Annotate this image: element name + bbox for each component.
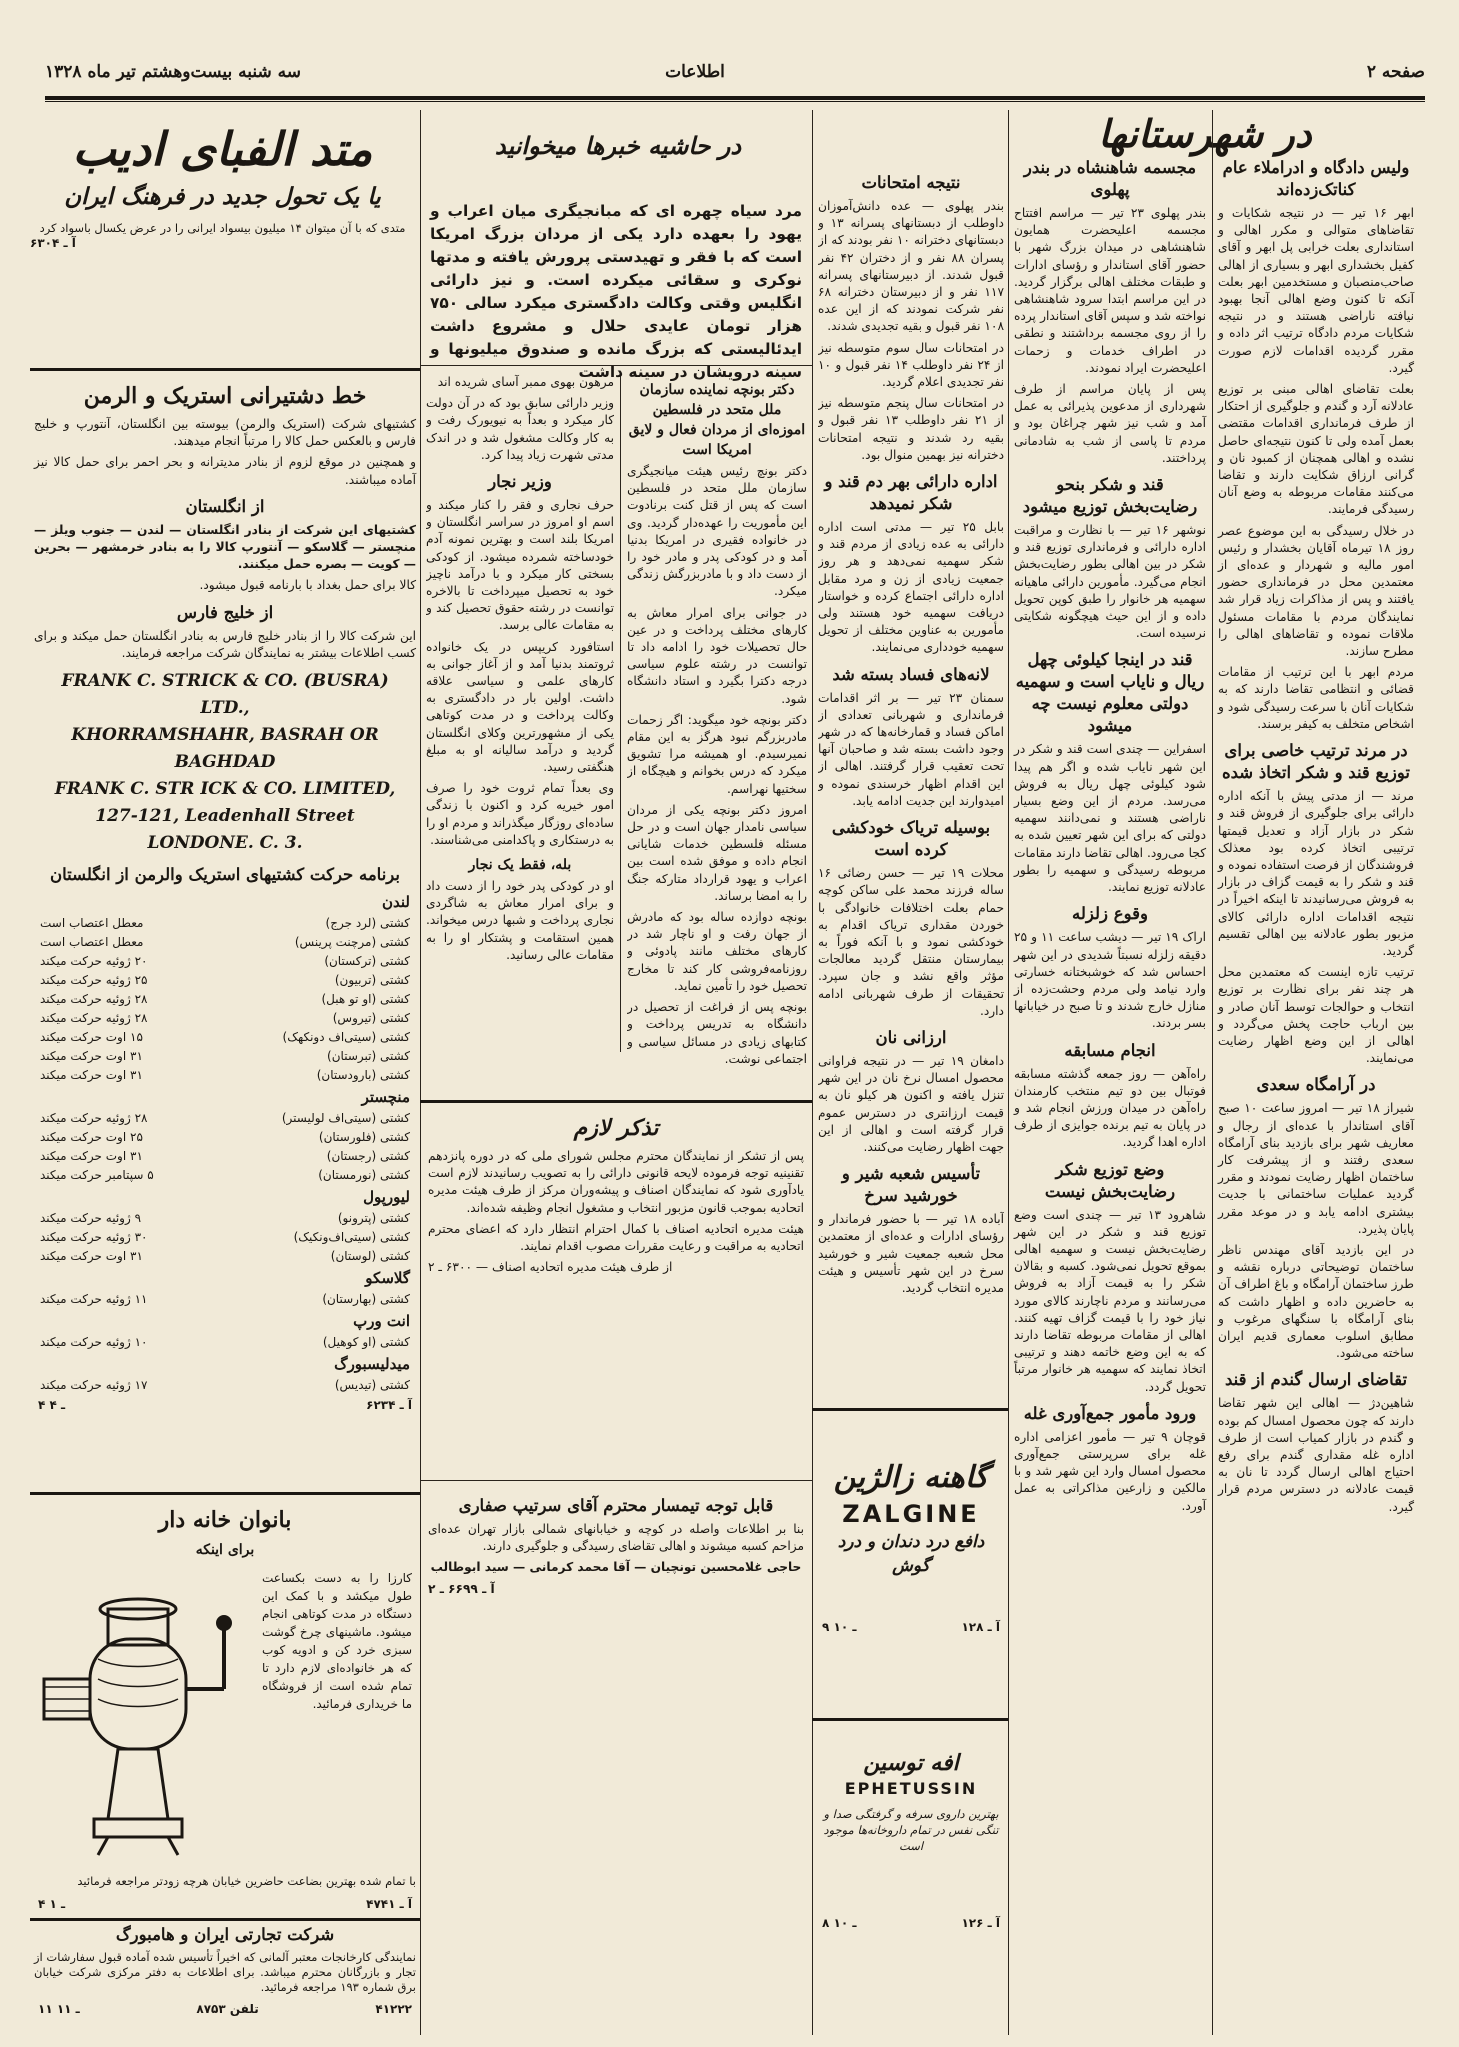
article-text: پس از پایان مراسم از طرف شهرداری از مدعوین پذیرائی به عمل آمد و شب نیز شهر چراغان بود و مردم تا پاسی از شب به شادمانی پرداختند. — [1014, 382, 1206, 465]
port-name: لندن — [382, 893, 410, 912]
schedule-title: برنامه حرکت کشتیهای استریک والرمن از انگلستان — [50, 865, 400, 885]
schedule-list — [34, 1290, 416, 1309]
ship-name: کشتی (نورمستان) — [318, 1168, 410, 1183]
schedule-row — [34, 1128, 416, 1147]
schedule-row — [34, 1333, 416, 1352]
port-name: انت ورپ — [353, 1312, 410, 1331]
ad-adib-alphabet — [30, 118, 415, 250]
ship-name: کشتی (تربیون) — [334, 973, 410, 988]
port-name: منچستر — [361, 1088, 410, 1107]
article-text: بندر پهلوی ۲۳ تیر — مراسم افتتاح مجسمه اعلیحضرت همایون شاهنشاهی در میدان بزرگ شهر با حضور آقای استاندار و رؤسای ادارات و طبقات مختلف اهالی برگزار گردید. در این مراسم ابتدا سرود شاهنشاهی نواخته شد و سپس آقای استاندار پرده را از روی مجسمه برداشتند و نطقی در اطراف خدمات و زحمات اعلیحضرت ایراد نمودند. — [1014, 206, 1206, 375]
article-text: دکتر بونچ رئیس هیئت میانجیگری سازمان ملل متحد در فلسطین است که پس از قتل کنت برنادوت این مأموریت را عهده‌دار گردید. وی در خانواده فقیری در امریکا بدنیا آمد و در کودکی پدر و مادر خود را از دست داد و با مادربزرگش زندگی میکرد. — [627, 464, 807, 599]
paper-name: اطلاعات — [665, 62, 725, 82]
code-left: ۸ ـ ۱۰ — [822, 1916, 857, 1930]
sailing-date: ۳۱ اوت حرکت میکند — [40, 1149, 143, 1164]
article-text: مرهون بهوی ممبر آسای شریده اند — [437, 375, 614, 389]
ad-housewives-body — [34, 1563, 416, 1873]
schedule-list — [34, 1376, 416, 1395]
sailing-date: ۲۰ ژوئیه حرکت میکند — [40, 954, 148, 969]
section-rule — [30, 1492, 420, 1495]
headline: قند در اینجا کیلوئی چهل ریال و نایاب است و سهمیه دولتی معلوم نیست چه میشود — [1015, 650, 1205, 736]
ad-code — [34, 1999, 416, 2020]
feature-left-column — [426, 374, 614, 1094]
article-text: ابهر ۱۶ تیر — در نتیجه شکایات و تقاضاهای متوالی و مکرر اهالی و استانداری بعلت خرابی پل ابهر و آقای کفیل بخشداری ابهر و بسیاری از اهالی صاحب‌منصبان و مستخدمین ابهر بعلت آنکه تا کنون وضع اهالی آنجا بهبود نیافته ناراضی هستند و در نتیجه شکایات مردم دادگاه ترتیب اثر داده و مقرر گردیده اقدامات لازم صورت گیرد. — [1218, 206, 1414, 375]
code-right: آ ـ ۴۷۴۱ — [366, 1897, 412, 1912]
schedule-row — [34, 1028, 416, 1047]
schedule-row — [34, 1290, 416, 1309]
section-rule — [30, 368, 420, 371]
schedule-row — [34, 990, 416, 1009]
article-text: مرند — از مدتی پیش با آنکه اداره دارائی برای جلوگیری از فروش قند و شکر در بازار آزاد و تعدیل قیمتها ترتیبی اتخاذ کرده بود معذلک فروشندگان از فرصت استفاده نموده و قند و شکر را به قیمت گزاف در بازار به فروش می‌رسانیدند تا اینکه اخیراً در نتیجه اقدامات اداره دارائی کالای مزبور بطور عادلانه بین اهالی تقسیم گردید. — [1218, 789, 1414, 958]
ship-name: کشتی (سیتی‌اف دونکهک) — [282, 1030, 410, 1045]
article-text: دامغان ۱۹ تیر — در نتیجه فراوانی محصول امسال نرخ نان در این شهر تنزل یافته و اکنون هر کیلو نان به قیمت ارزانتری در دسترس عموم قرار گرفته است و اهالی از این جهت اظهار رضایت می‌کنند. — [818, 1053, 1004, 1154]
column-2 — [1014, 150, 1206, 1519]
ad-adib-code: آ ـ ۶۳۰۴ — [30, 236, 76, 250]
zalgine-tagline: دافع درد دندان و درد گوش — [837, 1532, 985, 1576]
ad-housewives-text: کارزا را به دست بکساعت طول میکشد و با کمک این دستگاه در مدت کوتاهی انجام میشود. ماشینهای چرخ گوشت سبزی خرد کن و ادویه کوب که هر خانواده‌ای لازم دارد تا تمام شده است از فروشگاه ما خریداری فرمائید. — [262, 1571, 412, 1711]
ship-name: کشتی (تبرستان) — [327, 1049, 410, 1064]
article-text: بعلت تقاضای اهالی مبنی بر توزیع عادلانه آرد و گندم و جلوگیری از احتکار از طرف فرمانداری اقدامات مقتضی بعمل آمده ولی تا کنون نتیجه‌ای حاصل نشده و اهالی همچنان از کمبود نان و گرانی ارزاق شکایت دارند و تقاضا می‌کنند مقامات مربوطه به وضع آنان رسیدگی فرمایند. — [1218, 382, 1414, 517]
article-text: در خلال رسیدگی به این موضوع عصر روز ۱۸ تیرماه آقایان بخشدار و رئیس امور مالیه و شهردار و عده‌ای از معتمدین محل در فرمانداری حضور یافتند و پس از مذاکرات زیاد قرار شد نمایندگان مردم با مقامات مسئول ملاقات نموده و تقاضاهای اهالی را مطرح سازند. — [1218, 523, 1415, 659]
section-rule — [812, 1408, 1008, 1411]
headline: تأسیس شعبه شیر و خورشید سرخ — [841, 1164, 981, 1206]
sailing-date: ۱۰ ژوئیه حرکت میکند — [40, 1335, 148, 1350]
ship-name: کشتی (لرد جرج) — [325, 916, 410, 931]
code-left: ۹ ـ ۱۰ — [822, 1620, 857, 1634]
article-text: وی بعداً تمام ثروت خود را صرف امور خیریه کرد و اکنون با زندگی ساده‌ای روزگار میگذراند و مردم او را به درستکاری و پاکدامنی می‌شناسند. — [426, 781, 614, 847]
notice-text: پس از تشکر از نمایندگان محترم مجلس شورای ملی که در دوره پانزدهم تقنینیه توجه فرموده لایحه قانونی دارائی را به تصویب رسانیدند لازم است یادآوری شود که نمایندگان اصناف و پیشه‌وران مرکز از طرف هیئت مدیره اتحادیه بموجب قانون مزبور انتخاب و مشغول انجام وظیفه شده‌اند. — [428, 1149, 804, 1215]
ad-signature: حاجی غلامحسین تونچیان — آقا محمد کرمانی — سید ابوطالب — [430, 1560, 802, 1575]
section-rule — [420, 365, 812, 366]
address-line: LONDONE. C. 3. — [147, 833, 303, 854]
ship-name: کشتی (سیتی‌اف‌ونکیک) — [293, 1230, 410, 1245]
code-left: ۴ ـ ۱ — [38, 1897, 66, 1912]
code-left: ۴ ـ ۴ — [38, 1398, 66, 1413]
article-text: در امتحانات سال پنجم متوسطه نیز از ۲۱ نفر داوطلب ۱۳ نفر قبول و بقیه رد شدند و نتیجه امتحانات دخترانه نیز بهمین منوال بود. — [818, 396, 1004, 462]
section-rule — [420, 1100, 812, 1103]
ad-iran-hamburg-text: نمایندگی کارخانجات معتبر آلمانی که اخیراً تأسیس شده آماده قبول سفارشات از تجار و بازرگانان محترم میباشد. برای اطلاعات به دفتر مرکزی شرکت خیابان برق شماره ۱۹۳ مراجعه فرمائید. — [34, 1950, 416, 1994]
section-rule — [420, 1480, 812, 1481]
sailing-date: ۳۱ اوت حرکت میکند — [40, 1068, 143, 1083]
column-1 — [1218, 150, 1414, 1520]
headline: اداره دارائی بهر دم قند و شکر نمیدهد — [824, 472, 998, 514]
schedule-row — [34, 971, 416, 990]
article-text: شاهین‌دژ — اهالی این شهر تقاضا دارند که چون محصول امسال کم بوده و گندم در بازار کمیاب است از طرف اداره غله مقداری گندم برای رفع احتیاج اهالی ارسال گردد تا نان به قیمت عادلانه در دسترس مردم قرار گیرد. — [1218, 1396, 1414, 1514]
sailing-date: ۳۱ اوت حرکت میکند — [40, 1049, 143, 1064]
schedule-row — [34, 1147, 416, 1166]
article-text: دکتر بونچه خود میگوید: اگر زحمات مادربزرگم نبود هرگز به این مقام نمیرسیدم. او همیشه مرا تشویق میکرد که درس بخوانم و هیچگاه از سختیها نهراسم. — [627, 712, 807, 796]
meat-grinder-icon — [38, 1569, 238, 1859]
column-rule — [1212, 110, 1213, 2035]
article-text: بونچه پس از فراغت از تحصیل در دانشگاه به تدریس پرداخت و کتابهای زیادی در مسائل سیاسی و اجتماعی نوشت. — [627, 1000, 807, 1066]
sailing-date: ۵ سپتامبر حرکت میکند — [40, 1168, 154, 1183]
address-line: 127-121, Leadenhall Street — [95, 806, 355, 827]
ship-name: کشتی (سیتی‌اف لولیستر) — [281, 1111, 410, 1126]
sailing-date: ۲۵ اوت حرکت میکند — [40, 1130, 143, 1145]
schedule-list — [34, 1209, 416, 1266]
section-title-cities: در شهرستانها — [1098, 111, 1312, 156]
schedule-row — [34, 1047, 416, 1066]
column-rule — [620, 372, 621, 1052]
page-number: صفحه ۲ — [1366, 62, 1425, 82]
ephetussin-tagline: بهترین داروی سرفه و گرفتگی صدا و تنگی نفس در تمام داروخانه‌ها موجود است — [823, 1807, 999, 1853]
sailing-date: ۲۸ ژوئیه حرکت میکند — [40, 992, 148, 1007]
sailing-date: ۳۱ اوت حرکت میکند — [40, 1249, 143, 1264]
schedule-row — [34, 1066, 416, 1085]
ad-strick-text: این شرکت کالا را از بنادر خلیج فارس به بنادر انگلستان حمل میکند و برای کسب اطلاعات بیشتر به نمایندگان شرکت مراجعه فرمایند. — [34, 628, 416, 660]
sailing-date: ۲۸ ژوئیه حرکت میکند — [40, 1111, 148, 1126]
article-text: سمنان ۲۳ تیر — بر اثر اقدامات فرمانداری و شهربانی تعدادی از اماکن فساد و قمارخانه‌ها که در شهر وجود داشت بسته شد و صاحبان آنها تحت تعقیب قرار گرفتند. اهالی از این اقدام اظهار خرسندی نموده و امیدوارند این جدیت ادامه یابد. — [818, 690, 1004, 808]
article-text: بابل ۲۵ تیر — مدتی است اداره دارائی به عده زیادی از مردم قند و شکر سهمیه نمی‌دهد و هر روز جمعیت زیادی از زن و مرد مقابل اداره دارائی اجتماع کرده و خواستار دریافت سهمیه خود هستند ولی مأمورین به عناوین مختلف از تحویل سهمیه خودداری می‌نمایند. — [818, 520, 1004, 655]
feature-lead: مرد سیاه چهره ای که مبانجیگری میان اعراب و یهود را بعهده دارد یکی از مردان بزرگ امریکا است که با فقر و تهیدستی پرورش یافته و مدتها نوکری و سقائی میکرده است. و نیز دارائی انگلیس وقتی وکالت دادگستری میکرد سالی ۷۵۰ هزار تومان عایدی حلال و مشروع داشت ایدئالیستی که بزرگ مانده و صندوق میلیونها و سینه درویشان در سینه داشت — [430, 202, 802, 381]
headline: در مرند ترتیب خاصی برای توزیع قند و شکر اتخاذ شده — [1221, 741, 1411, 783]
address-line: KHORRAMSHAHR, BASRAH OR BAGHDAD — [71, 725, 379, 773]
headline: وقوع زلزله — [1072, 904, 1148, 924]
ad-text: بنا بر اطلاعات واصله در کوچه و خیابانهای شمالی بازار تهران عده‌ای مزاحم کسبه میشوند و اهالی تقاضای رسیدگی و جلوگیری دارند. — [428, 1522, 804, 1554]
article-text: شاهرود ۱۳ تیر — چندی است وضع توزیع قند و شکر در این شهر رضایت‌بخش نیست و سهمیه اهالی بموقع تحویل نمی‌شود. کسبه و بقالان شکر را به قیمت آزاد به فروش می‌رسانند و مردم ناچارند کالای مورد نیاز خود را با قیمت گزاف تهیه کنند. اهالی از مقامات مربوطه تقاضا دارند که به این وضع خاتمه دهند و ترتیبی اتخاذ نمایند که سهمیه هر خانوار مرتباً تحویل گردد. — [1014, 1207, 1206, 1394]
ship-name: کشتی (بارودستان) — [316, 1068, 410, 1083]
ad-strick-text: کشتیهای شرکت (استریک والرمن) بیوسته بین انگلستان، آنتورپ و خلیج فارس و بالعکس حمل کالا را مرتباً انجام میدهند. — [34, 417, 416, 449]
schedule-list — [34, 1333, 416, 1352]
zalgine-title-en: ZALGINE — [842, 1500, 980, 1528]
ship-name: کشتی (او کوهیل) — [322, 1335, 410, 1350]
article-text: در این بازدید آقای مهندس ناظر ساختمان توضیحاتی درباره نقشه و طرز ساختمان آرامگاه و باغ اطراف آن به حاضرین داده و اظهار داشت که بنای آرامگاه با سنگهای مرغوب و مطابق اسلوب معماری قدیم ایران ساخته می‌شود. — [1218, 1242, 1414, 1361]
feature-right-column — [627, 374, 807, 1094]
column-rule — [812, 110, 813, 2035]
code-right: آ ـ ۱۲۸ — [961, 1620, 1000, 1634]
ad-strick-text: کالا برای حمل بغداد با بارنامه قبول میشود. — [199, 578, 416, 593]
ship-name: کشتی (مرچنت پرینس) — [294, 935, 410, 950]
notice-title: تذکر لازم — [573, 1115, 659, 1141]
ad-code — [818, 1914, 1004, 1932]
ad-strick-subtitle: از انگلستان — [185, 496, 265, 516]
sailing-date: معطل اعتصاب است — [40, 916, 144, 931]
ship-name: کشتی (بهارستان) — [322, 1292, 410, 1307]
ad-housewives-title: بانوان خانه دار — [158, 1507, 292, 1533]
address-line: FRANK C. STRICK & CO. (BUSRA) LTD., — [61, 671, 389, 719]
sailing-date: ۱۵ اوت حرکت میکند — [40, 1030, 143, 1045]
ad-code — [34, 1395, 416, 1416]
ad-strick-line — [34, 376, 416, 1416]
headline: انجام مسابقه — [1064, 1040, 1156, 1060]
article-text: او در کودکی پدر خود را از دست داد و برای امرار معاش به شاگردی نجاری پرداخت و شبها درس میخواند. همین استقامت و پشتکار او را به مقامات عالی رسانید. — [426, 879, 614, 962]
schedule-row — [34, 1247, 416, 1266]
ad-strick-text: کشتیهای این شرکت از بنادر انگلستان — لندن — جنوب ویلز — منچستر — گلاسکو — آنتورپ کالا را به بنادر خرمشهر — بحرین — کویت — بصره حمل میکنند. — [34, 522, 416, 572]
subheadline: بله، فقط یک نجار — [468, 857, 572, 874]
article-text: شیراز ۱۸ تیر — امروز ساعت ۱۰ صبح آقای استاندار با عده‌ای از رجال و معاریف شهر برای بازدید بنای آرامگاه سعدی رفتند و از پیشرفت کار ساختمان اظهار رضایت نمودند و مقرر گردید عملیات ساختمانی با جدیت بیشتری ادامه یابد و در موعد مقرر پایان پذیرد. — [1218, 1101, 1414, 1236]
ad-adib-note: متدی که با آن میتوان ۱۴ میلیون بیسواد ایرانی را در عرض یکسال باسواد کرد — [39, 221, 406, 235]
ad-strick-subtitle: از خلیج فارس — [176, 602, 274, 622]
headline: تقاضای ارسال گندم از قند — [1224, 1370, 1408, 1390]
ad-adib-title: متد الفبای ادیب — [72, 122, 373, 176]
subheadline: دکتر بونچه نماینده سازمان ملل متحد در فلسطین اموزه‌ای از مردان فعال و لایق امریکا است — [628, 382, 806, 458]
issue-date: سه شنبه بیست‌وهشتم تیر ماه ۱۳۲۸ — [45, 62, 302, 82]
headline: در آرامگاه سعدی — [1256, 1075, 1376, 1095]
port-name: لیورپول — [363, 1188, 410, 1207]
zalgine-title-fa: گاهنه زالژین — [833, 1460, 989, 1495]
code-right: آ ـ ۱۲۶ — [961, 1916, 1000, 1930]
article-text: راه‌آهن — روز جمعه گذشته مسابقه فوتبال بین دو تیم منتخب کارمندان راه‌آهن در میدان ورزش انجام شد و در پایان به تیم برنده جوایزی از طرف اداره اهدا گردید. — [1014, 1066, 1206, 1150]
sailing-date: ۲۵ ژوئیه حرکت میکند — [40, 973, 148, 988]
schedule-row — [34, 1209, 416, 1228]
headline: ورود مأمور جمع‌آوری غله — [1023, 1403, 1197, 1423]
port-name: گلاسکو — [365, 1269, 410, 1288]
article-text: نوشهر ۱۶ تیر — با نظارت و مراقبت اداره دارائی و فرمانداری توزیع قند و شکر در بین اهالی بطور رضایت‌بخش انجام می‌گیرد. مأمورین دارائی ماهیانه سهمیه هر خانوار را طبق کوپن تحویل داده و از این حیث هیچگونه شکایتی نرسیده است. — [1014, 523, 1206, 641]
ship-name: کشتی (تیدیس) — [334, 1378, 410, 1393]
schedule-row — [34, 1228, 416, 1247]
subheadline: وزیر نجار — [488, 472, 552, 492]
article-text: استافورد کریپس در یک خانواده ثروتمند بدنیا آمد و از آغاز جوانی به کارهای علمی و سیاسی علاقه داشت. اولین بار در دادگستری به وکالت پرداخت و در مدت کوتاهی یکی از مشهورترین وکلای انگلستان گردید و درآمد سالیانه او به مبلغ هنگفتی رسید. — [426, 639, 614, 775]
ship-name: کشتی (رجستان) — [326, 1149, 410, 1164]
ship-name: کشتی (لوستان) — [330, 1249, 410, 1264]
code-right: آ ـ ۶۲۳۴ — [366, 1398, 412, 1413]
article-text: مردم ابهر با این ترتیب از مقامات قضائی و انتظامی تقاضا دارند که به شکایات آنان با سرعت رسیدگی شود و اشخاص متخلف به کیفر برسند. — [1218, 665, 1414, 731]
sailing-date: ۱۷ ژوئیه حرکت میکند — [40, 1378, 148, 1393]
article-text: اراک ۱۹ تیر — دیشب ساعت ۱۱ و ۲۵ دقیقه زلزله نسبتاً شدیدی در این شهر احساس شد که خوشبختانه خسارتی وارد نیامد ولی مردم وحشت‌زده از منازل خارج شدند و تا صبح در خیابانها بسر بردند. — [1014, 930, 1206, 1031]
schedule-row — [34, 1376, 416, 1395]
sailing-date: ۹ ژوئیه حرکت میکند — [40, 1211, 142, 1226]
ad-iran-hamburg-title: شرکت تجارتی ایران و هامبورگ — [115, 1925, 335, 1944]
sailing-date: ۳۰ ژوئیه حرکت میکند — [40, 1230, 148, 1245]
headline: بوسیله تریاک خودکشی کرده است — [831, 818, 991, 860]
headline: وضع توزیع شکر رضایت‌بخش نیست — [1044, 1159, 1176, 1201]
masthead-rule — [45, 96, 1425, 102]
ad-code: آ ـ ۶۶۹۹ ـ ۲ — [428, 1581, 495, 1596]
column-3 — [818, 165, 1004, 1400]
ephetussin-title-fa: افه توسین — [863, 1750, 959, 1776]
section-title-margin: در حاشیه خبرها میخوانید — [494, 131, 742, 160]
article-text: امروز دکتر بونچه یکی از مردان سیاسی نامدار جهان است و در حل مسئله فلسطین خدمات شایانی انجام داده و موفق شده است بین اعراب و یهود قرارداد متارکه جنگ را به امضا برساند. — [627, 802, 807, 903]
port-name: میدلیسبورگ — [334, 1355, 410, 1374]
column-rule — [1008, 110, 1009, 2035]
article-text: آباده ۱۸ تیر — با حضور فرماندار و رؤسای ادارات و عده‌ای از معتمدین محل شعبه جمعیت شیر و خورشید سرخ در این شهر تأسیس و هیئت مدیره انتخاب گردید. — [818, 1212, 1004, 1295]
ad-iran-hamburg — [34, 1924, 416, 2020]
ship-name: کشتی (ترکستان) — [324, 954, 410, 969]
notice-block — [428, 1108, 804, 1468]
phone-number: تلفن ۸۷۵۳ — [196, 2002, 259, 2016]
sailing-date: معطل اعتصاب است — [40, 935, 144, 950]
article-text: وزیر دارائی سابق بود که در آن دولت کار میکرد و بعداً به نیویورک رفت و به کار وکالت مشغول شد و در اندک مدتی شهرت زیاد پیدا کرد. — [426, 396, 614, 462]
ship-name: کشتی (پترونو) — [337, 1211, 410, 1226]
ship-name: کشتی (تیروس) — [332, 1011, 410, 1026]
ad-title: قابل توجه تیمسار محترم آقای سرتیپ صفاری — [458, 1496, 774, 1515]
article-text: حرف نجاری و فقر را کنار میکند و اسم او امروز در سراسر انگلستان و امریکا بلند است و بهترین نمونه آدم خودساخته شمرده میشود. از کودکی بسختی کار میکرد و با درآمد ناچیز خود به تحصیل میپرداخت تا بالاخره توانست در رشته حقوق تحصیل کند و به مقامات عالی برسد. — [426, 498, 614, 633]
schedule-row — [34, 952, 416, 971]
sailing-date: ۱۱ ژوئیه حرکت میکند — [40, 1292, 148, 1307]
code-right: ۴۱۲۲۲ — [375, 2002, 412, 2016]
code-left: ۱۱ ـ ۱۱ — [38, 2002, 80, 2016]
ad-code — [34, 1894, 416, 1915]
schedule-row — [34, 1166, 416, 1185]
schedule-row — [34, 914, 416, 933]
schedule-row — [34, 933, 416, 952]
address-line: FRANK C. STR ICK & CO. LIMITED, — [54, 779, 396, 800]
article-text: بونچه دوازده ساله بود که مادرش از جهان رفت و او ناچار شد در کارهای مختلف مانند پادوئی و روزنامه‌فروشی کار کند تا مخارج تحصیل خود را تأمین نماید. — [627, 910, 807, 993]
headline: قند و شکر بنحو رضایت‌بخش توزیع میشود — [1022, 475, 1198, 517]
ad-strick-text: و همچنین در موقع لزوم از بنادر مدیترانه و بحر احمر برای حمل کالا نیز آماده میباشند. — [34, 455, 416, 487]
section-rule — [812, 1718, 1008, 1721]
ship-name: کشتی (او تو هبل) — [321, 992, 410, 1007]
section-rule — [30, 1918, 420, 1921]
sailing-date: ۲۸ ژوئیه حرکت میکند — [40, 1011, 148, 1026]
ad-adib-subtitle: یا یک تحول جدید در فرهنگ ایران — [64, 183, 381, 210]
article-text: محلات ۱۹ تیر — حسن رضائی ۱۶ ساله فرزند محمد علی ساکن کوچه حمام بعلت اختلافات خانوادگی با خوردن مقداری تریاک اقدام به خودکشی نمود و با آنکه فوراً به بیمارستان منتقل گردید معالجات مؤثر واقع نشد و جان سپرد. تحقیقات از طرف شهربانی ادامه دارد. — [818, 866, 1004, 1018]
ad-housewives-subtitle: برای اینکه — [195, 1542, 255, 1558]
ad-housewives — [34, 1500, 416, 1915]
article-text: ترتیب تازه اینست که معتمدین محل هر چند نفر برای نظارت بر توزیع انتخاب و حوالجات توسط آنان صادر و بین ارباب حاجت پخش می‌گردد و اهالی از این وضع اظهار رضایت می‌نمایند. — [1218, 965, 1414, 1066]
headline: ولیس دادگاه و ادراملاء عام کناتک‌زده‌اند — [1222, 158, 1410, 199]
notice-signature: از طرف هیئت مدیره اتحادیه اصناف — ۶۳۰۰ ـ ۲ — [428, 1260, 673, 1275]
article-text: قوچان ۹ تیر — مأمور اعزامی اداره غله برای سرپرستی جمع‌آوری محصول امسال وارد این شهر شد و با مالکین و زارعین مذاکراتی به عمل آورد. — [1014, 1429, 1206, 1513]
schedule-row — [34, 1009, 416, 1028]
ad-housewives-footer: با تمام شده بهترین بضاعت حاضرین خیابان هرچه زودتر مراجعه فرمائید — [77, 1874, 416, 1888]
schedule-row — [34, 1109, 416, 1128]
headline: لانه‌های فساد بسته شد — [832, 664, 990, 684]
article-text: در امتحانات سال سوم متوسطه نیز از ۲۴ نفر داوطلب ۱۴ نفر قبول و ۱۰ نفر تجدیدی اعلام گردید. — [818, 340, 1004, 390]
ship-name: کشتی (فلورستان) — [318, 1130, 410, 1145]
headline: نتیجه امتحانات — [861, 173, 961, 192]
schedule-list — [34, 1109, 416, 1185]
headline: ارزانی نان — [875, 1027, 947, 1047]
ephetussin-title-en: EPHETUSSIN — [844, 1779, 978, 1798]
article-text: در جوانی برای امرار معاش به کارهای مختلف پرداخت و در عین حال تحصیلات خود را ادامه داد تا توانست در رشته علوم سیاسی درجه دکترا بگیرد و استاد دانشگاه شود. — [627, 605, 807, 706]
ad-code — [818, 1618, 1004, 1636]
ad-zalgine — [818, 1418, 1004, 1710]
ad-ephetussin — [818, 1726, 1004, 2026]
notice-text: هیئت مدیره اتحادیه اصناف با کمال احترام انتظار دارد که اعضای محترم اتحادیه به مراقبت و رعایت مقررات مصوب اقدام نمایند. — [428, 1221, 804, 1254]
ad-safari — [428, 1488, 804, 1688]
ad-strick-title: خط دشتیرانی استریک و الرمن — [83, 383, 367, 409]
column-rule — [420, 110, 421, 2035]
headline: مجسمه شاهنشاه در بندر پهلوی — [1023, 158, 1197, 199]
article-text: اسفراین — چندی است قند و شکر در این شهر نایاب شده و اگر هم پیدا شود کیلوئی چهل ریال به فروش می‌رسد. مردم از این وضع بسیار ناراضی هستند و نمی‌دانند سهمیه دولتی که برای این شهر تعیین شده به کجا می‌رود. اهالی تقاضا دارند مقامات مربوطه رسیدگی و سهمیه را بطور عادلانه توزیع نمایند. — [1014, 742, 1206, 895]
article-text: بندر پهلوی — عده دانش‌آموزان داوطلب از دبستانهای پسرانه ۱۳ و دبستانهای دخترانه ۱۰ نفر بودند که از پسران ۸۸ نفر و از دختران ۴۲ نفر قبول شدند. از دبیرستانهای پسرانه ۱۱۷ نفر و از دبیرستان دخترانه ۶۸ نفر شرکت نمودند که از این عده ۱۰۸ نفر قبول و بقیه تجدیدی شدند. — [818, 199, 1004, 334]
ad-strick-address — [34, 668, 416, 857]
schedule-list — [34, 914, 416, 1085]
